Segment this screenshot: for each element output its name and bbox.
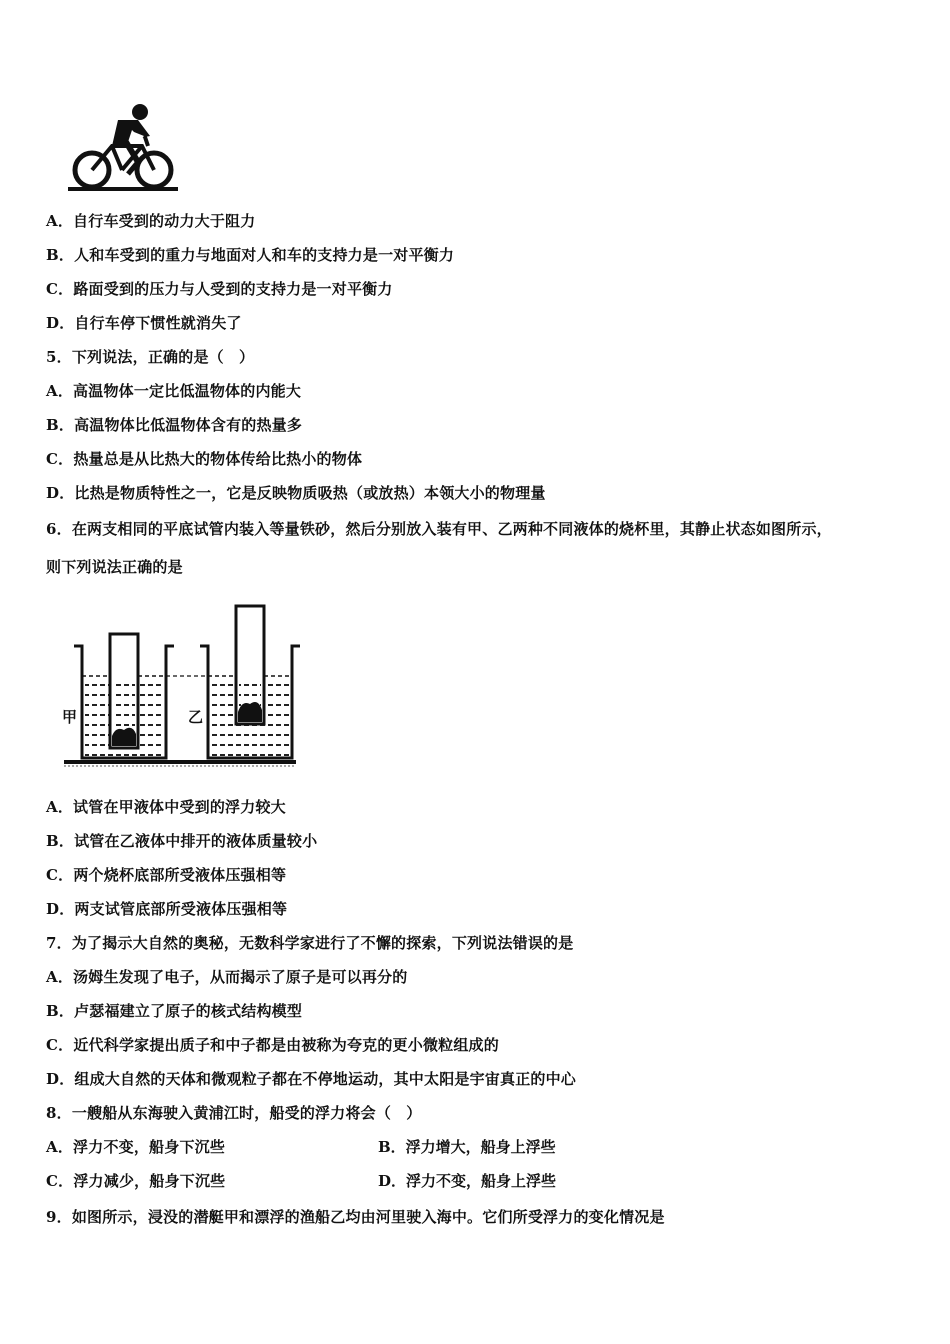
label-jia: 甲: [62, 708, 78, 726]
q4-option-a: A．自行车受到的动力大于阻力: [46, 212, 256, 230]
cyclist-figure: [66, 102, 182, 194]
beaker-figure: [60, 600, 300, 772]
q6-option-c: C．两个烧杯底部所受液体压强相等: [46, 866, 287, 884]
q5-option-c: C．热量总是从比热大的物体传给比热小的物体: [46, 450, 363, 468]
q8-option-a: A．浮力不变，船身下沉些: [46, 1138, 226, 1156]
q7-option-a: A．汤姆生发现了电子，从而揭示了原子是可以再分的: [46, 968, 408, 986]
q8-stem: 8．一艘船从东海驶入黄浦江时，船受的浮力将会（ ）: [46, 1104, 422, 1122]
q5-option-b: B．高温物体比低温物体含有的热量多: [46, 416, 303, 434]
q8-option-b: B．浮力增大，船身上浮些: [378, 1138, 556, 1156]
q6-option-b: B．试管在乙液体中排开的液体质量较小: [46, 832, 318, 850]
q7-option-c: C．近代科学家提出质子和中子都是由被称为夸克的更小微粒组成的: [46, 1036, 499, 1054]
q6-option-a: A．试管在甲液体中受到的浮力较大: [46, 798, 286, 816]
q7-option-b: B．卢瑟福建立了原子的核式结构模型: [46, 1002, 303, 1020]
q7-option-d: D．组成大自然的天体和微观粒子都在不停地运动，其中太阳是宇宙真正的中心: [46, 1070, 577, 1088]
q4-option-d: D．自行车停下惯性就消失了: [46, 314, 242, 332]
q6-stem-line2: 则下列说法正确的是: [46, 558, 183, 576]
q9-stem: 9．如图所示，浸没的潜艇甲和漂浮的渔船乙均由河里驶入海中。它们所受浮力的变化情况是: [46, 1208, 665, 1226]
label-yi: 乙: [188, 708, 204, 726]
q6-stem-line1: 6．在两支相同的平底试管内装入等量铁砂，然后分别放入装有甲、乙两种不同液体的烧杯里，其静止状态如图所示，: [46, 520, 832, 538]
q6-option-d: D．两支试管底部所受液体压强相等: [46, 900, 288, 918]
q4-option-c: C．路面受到的压力与人受到的支持力是一对平衡力: [46, 280, 393, 298]
q5-option-a: A．高温物体一定比低温物体的内能大: [46, 382, 302, 400]
q7-stem: 7．为了揭示大自然的奥秘，无数科学家进行了不懈的探索，下列说法错误的是: [46, 934, 574, 952]
q5-option-d: D．比热是物质特性之一，它是反映物质吸热（或放热）本领大小的物理量: [46, 484, 546, 502]
q8-option-c: C．浮力减少，船身下沉些: [46, 1172, 226, 1190]
q4-option-b: B．人和车受到的重力与地面对人和车的支持力是一对平衡力: [46, 246, 455, 264]
q8-option-d: D．浮力不变，船身上浮些: [378, 1172, 557, 1190]
q5-stem: 5．下列说法，正确的是（ ）: [46, 348, 255, 366]
